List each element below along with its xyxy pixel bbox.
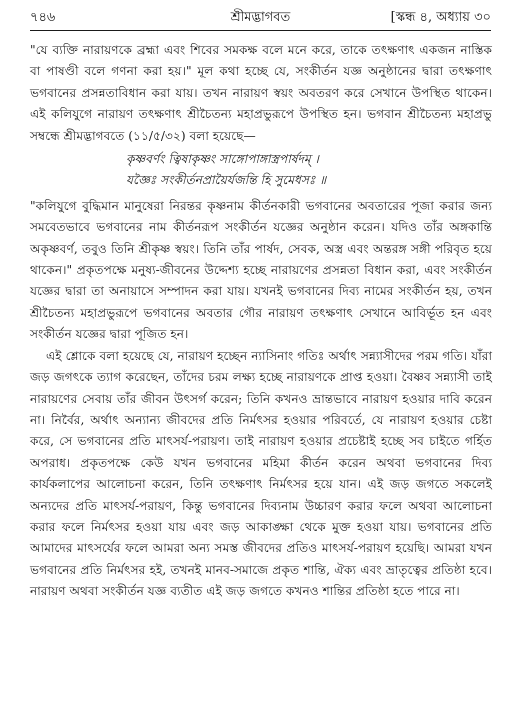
- sanskrit-verse: [126, 149, 492, 192]
- page-number: ৭৪৬: [30, 10, 56, 25]
- chapter-reference: [স্কন্ধ ৪, অধ্যায় ৩০: [390, 10, 491, 25]
- running-header: [30, 6, 491, 28]
- page-body: [30, 40, 492, 603]
- header-rule: [30, 30, 491, 31]
- paragraph: "কলিযুগে বুদ্ধিমান মানুষেরা নিরন্তর কৃষ্ণনাম কীর্তনকারী ভগবানের অবতারের পূজা করার জন্য সমবেতভাবে ভগবানের নাম কীর্তনরূপ সংকীর্তন যজ্ঞের অনুষ্ঠান করেন। যদিও তাঁর অঙ্গকান্তি অকৃষ্ণবর্ণ, তবুও তিনি শ্রীকৃষ্ণ স্বয়ং। তিনি তাঁর পার্ষদ, সেবক, অস্ত্র এবং অন্তরঙ্গ সঙ্গী পরিবৃত হয়ে থাকেন।" প্রকৃতপক্ষে মনুষ্য-জীবনের উদ্দেশ্য হচ্ছে নারায়ণের প্রসন্নতা বিধান করা, এবং সংকীর্তন যজ্ঞের দ্বারা তা অনায়াসে সম্পাদন করা যায়। যখনই ভগবানের দিব্য নামের সংকীর্তন হয়, তখন শ্রীচৈতন্য মহাপ্রভুরূপে ভগবানের অবতার গৌর নারায়ণ তৎক্ষণাৎ সেখানে আবির্ভূত হন এবং সংকীর্তন যজ্ঞের দ্বারা পূজিত হন।: [30, 198, 492, 342]
- verse-line: কৃষ্ণবর্ণং ত্বিষাকৃষ্ণং সাঙ্গোপাঙ্গাস্ত্রপার্ষদম্ ।: [126, 152, 319, 167]
- paragraph: "যে ব্যক্তি নারায়ণকে ব্রহ্মা এবং শিবের সমকক্ষ বলে মনে করে, তাকে তৎক্ষণাৎ একজন নাস্তিক বা পাষণ্ডী বলে গণনা করা হয়।" মূল কথা হচ্ছে যে, সংকীর্তন যজ্ঞ অনুষ্ঠানের দ্বারা তৎক্ষণাৎ ভগবানের প্রসন্নতাবিধান করা যায়। তখন নারায়ণ স্বয়ং অবতরণ করে সেখানে উপস্থিত থাকেন। এই কলিযুগে নারায়ণ তৎক্ষণাৎ শ্রীচৈতন্য মহাপ্রভুরূপে উপস্থিত হন। ভগবান শ্রীচৈতন্য মহাপ্রভু সম্বন্ধে শ্রীমদ্ভাগবতে (১১/৫/৩২) বলা হয়েছে—: [30, 43, 492, 143]
- paragraph: এই শ্লোকে বলা হয়েছে যে, নারায়ণ হচ্ছেন ন্যাসিনাং গতিঃ অর্থাৎ সন্ন্যাসীদের পরম গতি। যাঁরা জড় জগৎকে ত্যাগ করেছেন, তাঁদের চরম লক্ষ্য হচ্ছে নারায়ণকে প্রাপ্ত হওয়া। বৈষ্ণব সন্ন্যাসী তাই নারায়ণের সেবায় তাঁর জীবন উৎসর্গ করেন; তিনি কখনও ভ্রান্তভাবে নারায়ণ হওয়ার দাবি করেন না। নির্বৈর, অর্থাৎ অন্যান্য জীবদের প্রতি নির্মৎসর হওয়ার পরিবর্তে, যে নারায়ণ হওয়ার চেষ্টা করে, সে ভগবানের প্রতি মাৎসর্য-পরায়ণ। তাই নারায়ণ হওয়ার প্রচেষ্টাই হচ্ছে সব চাইতে গর্হিত অপরাধ। প্রকৃতপক্ষে কেউ যখন ভগবানের মহিমা কীর্তন করেন অথবা ভগবানের দিব্য কার্যকলাপের আলোচনা করেন, তিনি তৎক্ষণাৎ নির্মৎসর হয়ে যান। এই জড় জগতে সকলেই অন্যদের প্রতি মাৎসর্য-পরায়ণ, কিন্তু ভগবানের দিব্যনাম উচ্চারণ করার ফলে অথবা আলোচনা করার ফলে নির্মৎসর হওয়া যায় এবং জড় আকাঙ্ক্ষা থেকে মুক্ত হওয়া যায়। ভগবানের প্রতি আমাদের মাৎসর্যের ফলে আমরা অন্য সমস্ত জীবদের প্রতিও মাৎসর্য-পরায়ণ হয়েছি। আমরা যখন ভগবানের প্রতি নির্মৎসর হই, তখনই মানব-সমাজে প্রকৃত শান্তি, ঐক্য এবং ভ্রাতৃত্বের প্রতিষ্ঠা হবে। নারায়ণ অথবা সংকীর্তন যজ্ঞ ব্যতীত এই জড় জগতে কখনও শান্তির প্রতিষ্ঠা হতে পারে না।: [30, 348, 492, 599]
- book-title: শ্রীমদ্ভাগবত: [230, 10, 291, 25]
- verse-line: যজ্ঞৈঃ সংকীর্তনপ্রায়ৈর্যজন্তি হি সুমেধসঃ ॥: [126, 173, 327, 188]
